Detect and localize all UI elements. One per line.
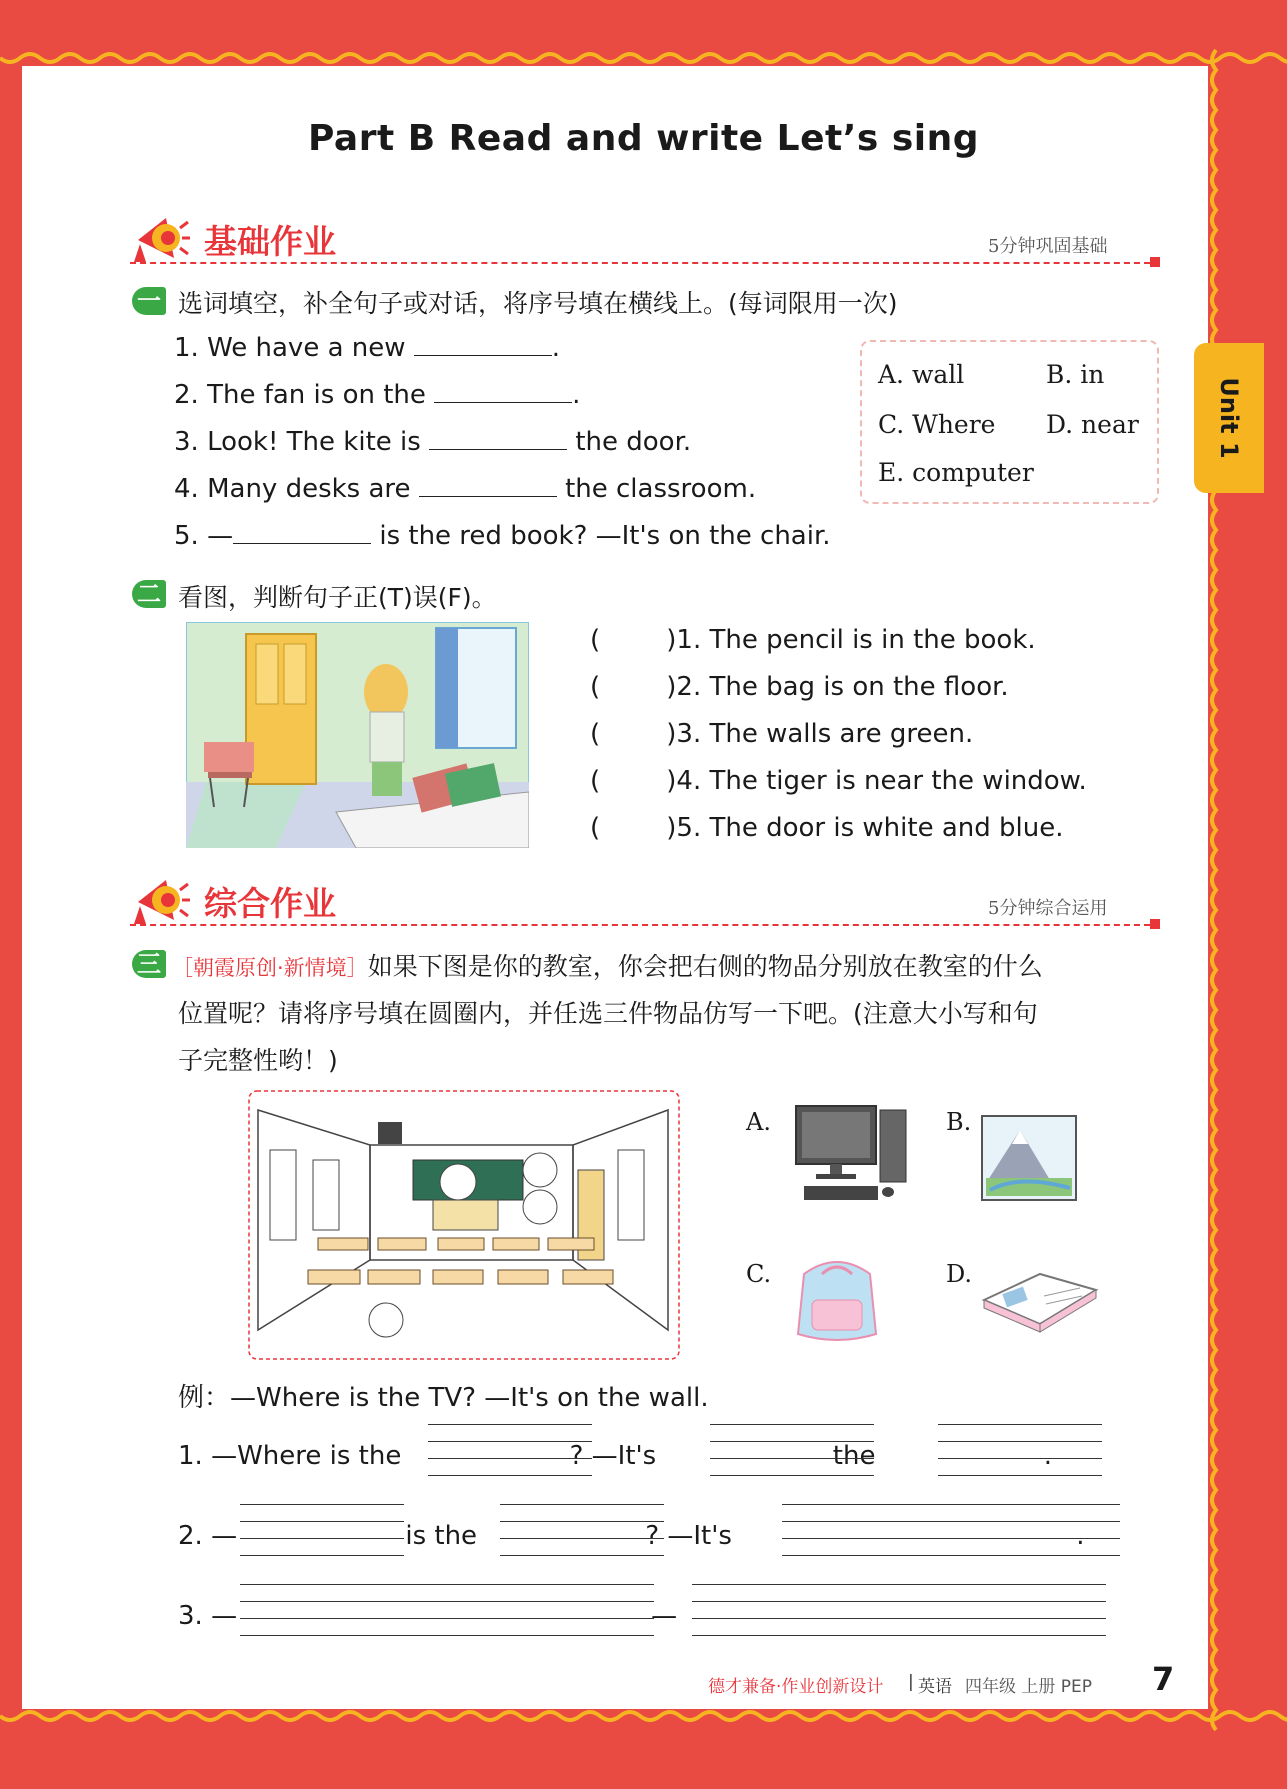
writing-guide-line bbox=[500, 1555, 664, 1556]
footer-series: 德才兼备·作业创新设计 bbox=[708, 1677, 884, 1697]
writing-guide-line bbox=[782, 1538, 1120, 1539]
writing-guide-line bbox=[710, 1424, 874, 1425]
writing-guide-line bbox=[782, 1555, 1120, 1556]
writing-guide-line bbox=[938, 1475, 1102, 1476]
writing-guide-line bbox=[710, 1441, 874, 1442]
section-title-comprehensive: 综合作业 bbox=[204, 884, 336, 923]
task1-sentence-3: 3. Look! The kite is the door. bbox=[174, 427, 692, 457]
section-note-basic: 5分钟巩固基础 bbox=[988, 236, 1108, 257]
task3-tag: ［朝霞原创·新情境］ bbox=[172, 956, 368, 980]
item-label-d: D. bbox=[946, 1260, 973, 1288]
tf-statement-5: ( )5. The door is white and blue. bbox=[590, 813, 1064, 843]
writing-guide-line bbox=[428, 1441, 592, 1442]
writing-guide-line bbox=[240, 1618, 654, 1619]
writing-guide-line bbox=[500, 1538, 664, 1539]
option-c: C. Where bbox=[878, 410, 996, 439]
painting-icon bbox=[980, 1114, 1078, 1204]
tf-statement-1: ( )1. The pencil is in the book. bbox=[590, 625, 1036, 655]
tf-paren[interactable]: ( ) bbox=[590, 766, 677, 796]
option-e: E. computer bbox=[878, 458, 1034, 487]
task1-instruction: 选词填空，补全句子或对话，将序号填在横线上。(每词限用一次) bbox=[178, 289, 898, 318]
section-divider bbox=[130, 262, 1150, 264]
writing-guide-line bbox=[710, 1458, 874, 1459]
tf-paren[interactable]: ( ) bbox=[590, 813, 677, 843]
tf-statement-4: ( )4. The tiger is near the window. bbox=[590, 766, 1087, 796]
writing-guide-line bbox=[782, 1521, 1120, 1522]
megaphone-icon bbox=[130, 872, 190, 928]
task3-instruction-line3: 子完整性哟！) bbox=[178, 1046, 338, 1075]
tf-paren[interactable]: ( ) bbox=[590, 672, 677, 702]
writing-guide-line bbox=[938, 1458, 1102, 1459]
writing-guide-line bbox=[500, 1521, 664, 1522]
q3-row: 3. — — bbox=[178, 1601, 678, 1631]
divider-end bbox=[1150, 919, 1160, 929]
book-icon bbox=[980, 1260, 1100, 1340]
writing-guide-line bbox=[240, 1601, 654, 1602]
writing-guide-line bbox=[428, 1475, 592, 1476]
option-d: D. near bbox=[1046, 410, 1139, 439]
writing-guide-line bbox=[428, 1458, 592, 1459]
q2-row: 2. — is the ? —It's . bbox=[178, 1521, 1085, 1551]
computer-icon bbox=[792, 1100, 912, 1210]
writing-guide-line bbox=[500, 1504, 664, 1505]
tf-paren[interactable]: ( ) bbox=[590, 625, 677, 655]
writing-guide-line bbox=[692, 1601, 1106, 1602]
page-title: Part B Read and write Let’s sing bbox=[307, 118, 979, 159]
task1-sentence-5: 5. — is the red book? —It's on the chair. bbox=[174, 521, 831, 551]
writing-guide-line bbox=[692, 1618, 1106, 1619]
option-b: B. in bbox=[1046, 360, 1105, 389]
writing-guide-line bbox=[240, 1538, 404, 1539]
writing-guide-line bbox=[938, 1441, 1102, 1442]
task-badge-3: 三 bbox=[132, 950, 166, 978]
tf-statement-2: ( )2. The bag is on the floor. bbox=[590, 672, 1009, 702]
task-badge-1: 一 bbox=[132, 287, 166, 315]
backpack-icon bbox=[782, 1254, 892, 1346]
item-label-a: A. bbox=[746, 1108, 771, 1136]
task3-instruction-line2: 位置呢？请将序号填在圆圈内，并任选三件物品仿写一下吧。(注意大小写和句 bbox=[178, 999, 1038, 1028]
item-label-b: B. bbox=[946, 1108, 972, 1136]
option-a: A. wall bbox=[878, 360, 965, 389]
footer-grade: 四年级 上册 PEP bbox=[965, 1677, 1093, 1697]
task-badge-2: 二 bbox=[132, 580, 166, 608]
section-note-comprehensive: 5分钟综合运用 bbox=[988, 898, 1108, 919]
page-number: 7 bbox=[1152, 1660, 1175, 1698]
writing-guide-line bbox=[240, 1521, 404, 1522]
writing-guide-line bbox=[240, 1555, 404, 1556]
answer-blank[interactable] bbox=[429, 429, 567, 450]
task1-sentence-4: 4. Many desks are the classroom. bbox=[174, 474, 757, 504]
classroom-illustration bbox=[248, 1090, 680, 1360]
tf-paren[interactable]: ( ) bbox=[590, 719, 677, 749]
divider-end bbox=[1150, 257, 1160, 267]
writing-guide-line bbox=[240, 1635, 654, 1636]
megaphone-icon bbox=[130, 210, 190, 266]
task2-instruction: 看图，判断句子正(T)误(F)。 bbox=[178, 583, 497, 612]
writing-guide-line bbox=[710, 1475, 874, 1476]
writing-guide-line bbox=[692, 1635, 1106, 1636]
answer-blank[interactable] bbox=[434, 382, 572, 403]
writing-guide-line bbox=[782, 1504, 1120, 1505]
writing-guide-line bbox=[240, 1584, 654, 1585]
writing-guide-line bbox=[692, 1584, 1106, 1585]
answer-blank[interactable] bbox=[414, 335, 552, 356]
writing-guide-line bbox=[938, 1424, 1102, 1425]
section-divider bbox=[130, 924, 1150, 926]
room-illustration bbox=[186, 622, 529, 848]
answer-blank[interactable] bbox=[233, 523, 371, 544]
example-sentence: 例：—Where is the TV? —It's on the wall. bbox=[178, 1383, 709, 1413]
task1-sentence-1: 1. We have a new . bbox=[174, 333, 561, 363]
answer-blank[interactable] bbox=[419, 476, 557, 497]
task1-sentence-2: 2. The fan is on the . bbox=[174, 380, 581, 410]
unit-tab: Unit 1 bbox=[1194, 343, 1264, 493]
tf-statement-3: ( )3. The walls are green. bbox=[590, 719, 974, 749]
task3-instruction-line1: ［朝霞原创·新情境］如果下图是你的教室，你会把右侧的物品分别放在教室的什么 bbox=[172, 952, 1043, 981]
footer-subject: 英语 bbox=[918, 1677, 952, 1697]
writing-guide-line bbox=[240, 1504, 404, 1505]
footer-separator: | bbox=[908, 1672, 914, 1692]
section-title-basic: 基础作业 bbox=[204, 222, 336, 261]
item-label-c: C. bbox=[746, 1260, 772, 1288]
q1-row: 1. —Where is the ? —It's the . bbox=[178, 1441, 1052, 1471]
writing-guide-line bbox=[428, 1424, 592, 1425]
